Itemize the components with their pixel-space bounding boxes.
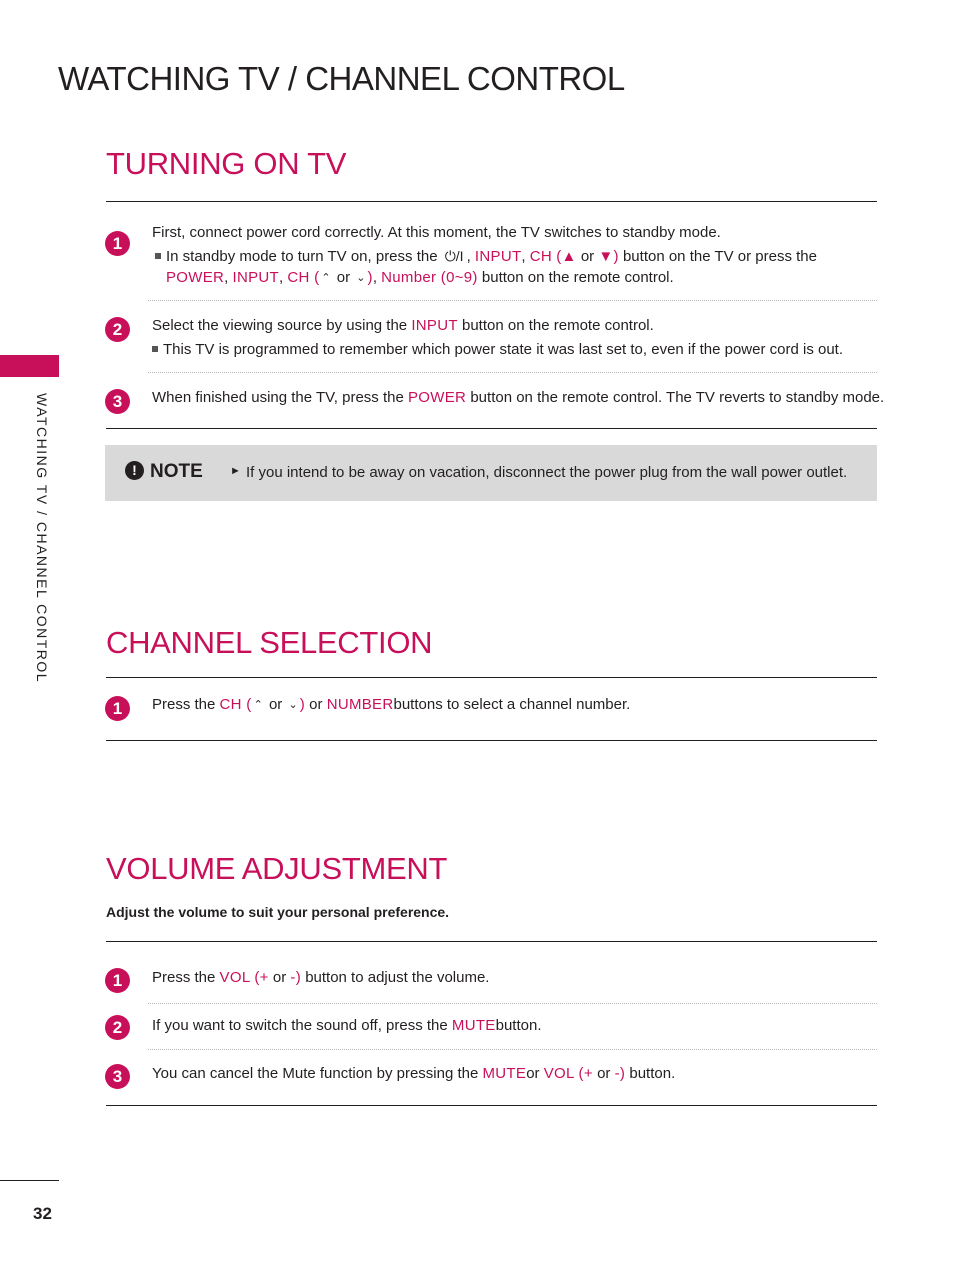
bullet-icon bbox=[152, 346, 158, 352]
down-triangle-icon: ▼) bbox=[598, 248, 619, 265]
section-title-channel: CHANNEL SELECTION bbox=[106, 625, 433, 660]
note-text: If you intend to be away on vacation, disconnect the power plug from the wall power outlet. bbox=[246, 464, 848, 481]
vol-minus-label: -) bbox=[614, 1065, 626, 1082]
section-rule bbox=[106, 1105, 877, 1106]
step-bullet-continuation: POWER, INPUT, CH ( ⌃ or ⌄ ), Number (0~9) button on the remote control. bbox=[166, 269, 674, 286]
number-button-label: Number (0~9) bbox=[381, 269, 478, 286]
number-button-label: NUMBER bbox=[326, 696, 394, 713]
step-text: You can cancel the Mute function by pressing the MUTEor VOL (+ or -) button. bbox=[152, 1065, 676, 1082]
step-text: If you want to switch the sound off, press the MUTEbutton. bbox=[152, 1017, 542, 1034]
ch-button-label: CH ( bbox=[287, 269, 320, 286]
step-text: Press the VOL (+ or -) button to adjust the volume. bbox=[152, 969, 490, 986]
step-badge: 2 bbox=[105, 1015, 130, 1040]
side-tab-marker bbox=[0, 355, 59, 377]
section-rule bbox=[106, 201, 877, 202]
step-badge: 2 bbox=[105, 317, 130, 342]
page-number: 32 bbox=[33, 1204, 52, 1223]
step-bullet-line: In standby mode to turn TV on, press the ⏻/I , INPUT, CH (▲ or ▼) button on the TV or press the bbox=[155, 248, 817, 265]
step-text: Press the CH ( ⌃ or ⌄ ) or NUMBERbuttons to select a channel number. bbox=[152, 696, 631, 713]
chevron-down-icon: ⌄ bbox=[356, 272, 366, 284]
step-text: Select the viewing source by using the INPUT button on the remote control. bbox=[152, 317, 654, 334]
power-button-label: POWER bbox=[166, 269, 225, 286]
dotted-divider bbox=[148, 1003, 877, 1004]
step-badge: 1 bbox=[105, 968, 130, 993]
section-title-volume: VOLUME ADJUSTMENT bbox=[106, 851, 448, 886]
section-rule bbox=[106, 941, 877, 942]
chevron-down-icon: ⌄ bbox=[288, 699, 298, 711]
dotted-divider bbox=[148, 1049, 877, 1050]
page-title: WATCHING TV / CHANNEL CONTROL bbox=[58, 60, 625, 97]
mute-button-label: MUTE bbox=[482, 1065, 527, 1082]
chevron-up-icon: ⌃ bbox=[253, 699, 263, 711]
dotted-divider bbox=[148, 300, 877, 301]
section-rule bbox=[106, 740, 877, 741]
arrow-right-icon: ► bbox=[230, 465, 241, 477]
exclamation-icon: ! bbox=[125, 461, 144, 480]
mute-button-label: MUTE bbox=[451, 1017, 496, 1034]
power-icon: ⏻/I bbox=[444, 248, 464, 264]
vol-minus-label: -) bbox=[290, 969, 302, 986]
volume-intro: Adjust the volume to suit your personal preference. bbox=[106, 904, 450, 920]
vol-button-label: VOL (+ bbox=[543, 1065, 593, 1082]
section-rule bbox=[106, 428, 877, 429]
input-button-label: INPUT bbox=[474, 248, 522, 265]
side-tab-label: WATCHING TV / CHANNEL CONTROL bbox=[34, 393, 50, 684]
section-title-turning-on: TURNING ON TV bbox=[106, 146, 347, 181]
up-triangle-icon: (▲ bbox=[556, 248, 577, 265]
dotted-divider bbox=[148, 372, 877, 373]
step-text: First, connect power cord correctly. At this moment, the TV switches to standby mode. bbox=[152, 224, 721, 241]
step-bullet-line: This TV is programmed to remember which power state it was last set to, even if the power cord is out. bbox=[152, 341, 843, 358]
chevron-up-icon: ⌃ bbox=[321, 272, 331, 284]
bullet-icon bbox=[155, 253, 161, 259]
ch-button-label: CH ( bbox=[219, 696, 252, 713]
input-button-label: INPUT bbox=[411, 317, 458, 334]
step-badge: 3 bbox=[105, 1064, 130, 1089]
step-badge: 1 bbox=[105, 696, 130, 721]
footer-rule bbox=[0, 1180, 59, 1181]
power-button-label: POWER bbox=[408, 389, 467, 406]
note-label: NOTE bbox=[150, 461, 203, 482]
step-badge: 3 bbox=[105, 389, 130, 414]
section-rule bbox=[106, 677, 877, 678]
step-badge: 1 bbox=[105, 231, 130, 256]
vol-button-label: VOL (+ bbox=[219, 969, 269, 986]
input-button-label: INPUT bbox=[232, 269, 280, 286]
step-text: When finished using the TV, press the POWER button on the remote control. The TV reverts to standby mode. bbox=[152, 389, 885, 406]
ch-button-label: CH bbox=[529, 248, 553, 265]
